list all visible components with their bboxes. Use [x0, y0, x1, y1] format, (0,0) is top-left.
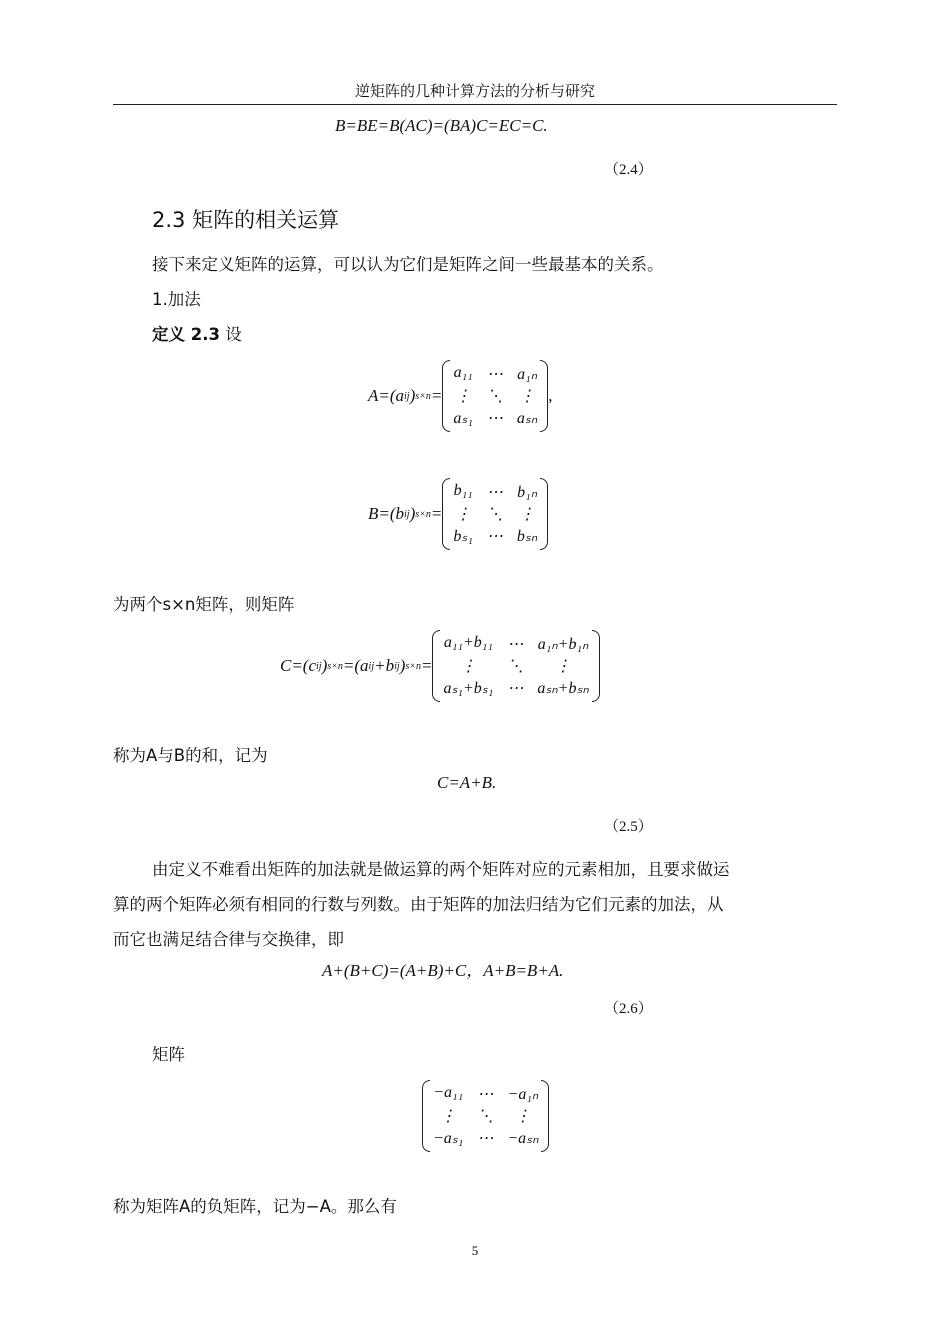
matrix-cell: aₛₙ+bₛₙ [537, 680, 589, 697]
matrix-cell: ⋯ [486, 484, 503, 501]
para-addition-line-3: 而它也满足结合律与交换律，即 [113, 930, 344, 949]
matrix-cell: ⋯ [507, 636, 524, 653]
matrix-cell: ⋮ [455, 506, 472, 523]
matrix-cell: −aₛ₁ [433, 1130, 464, 1147]
matrix-cell: b₁ₙ [517, 484, 538, 501]
matrix-cell: ⋯ [486, 410, 503, 427]
matrix-b-equation: B=(b ij ) s×n = b₁₁ ⋯ b₁ₙ ⋮ ⋱ ⋮ bₛ₁ ⋯ bₛₙ [368, 478, 548, 550]
equation-number-2-5: （2.5） [604, 819, 653, 835]
matrix-cell: ⋱ [507, 658, 524, 675]
definition-2-3 [152, 321, 242, 345]
matrix-c-equation: C=(c ij ) s×n =(a ij +b ij ) s×n = a₁₁+b₁₁ ⋯ a₁ₙ+b₁ₙ ⋮ ⋱ ⋮ aₛ₁+bₛ₁ ⋯ aₛₙ+bₛₙ [280, 630, 600, 702]
equation-2-4: B=BE=B(AC)=(BA)C=EC=C. [335, 116, 548, 135]
matrix-b [442, 478, 548, 550]
matrix-cell: −aₛₙ [507, 1130, 539, 1147]
matrix-cell: bₛ₁ [453, 528, 473, 545]
matrix-cell: ⋱ [486, 506, 503, 523]
section-title: 2.3 矩阵的相关运算 [152, 208, 340, 232]
matrix-cell: a₁ₙ [517, 366, 538, 383]
matrix-cell: aₛ₁+bₛ₁ [443, 680, 494, 697]
text-negative: 称为矩阵A的负矩阵，记为−A。那么有 [113, 1197, 397, 1216]
matrix-cell: bₛₙ [516, 528, 538, 545]
matrix-cell: aₛₙ [516, 410, 538, 427]
text-matrix: 矩阵 [152, 1045, 185, 1064]
matrix-a-equation: A=(a ij ) s×n = a₁₁ ⋯ a₁ₙ ⋮ ⋱ ⋮ aₛ₁ ⋯ aₛₙ , [368, 360, 553, 432]
equation-2-6: A+(B+C)=(A+B)+C，A+B=B+A. [322, 961, 564, 980]
para-addition-line-2: 算的两个矩阵必须有相同的行数与列数。由于矩阵的加法归结为它们元素的加法，从 [113, 895, 724, 914]
header-rule [113, 104, 837, 105]
intro-paragraph: 接下来定义矩阵的运算，可以认为它们是矩阵之间一些最基本的关系。 [152, 255, 664, 274]
matrix-cell: a₁₁ [453, 364, 473, 381]
matrix-cell: b₁₁ [453, 482, 473, 499]
negative-matrix-equation [422, 1080, 549, 1152]
matrix-cell: aₛ₁ [453, 410, 473, 427]
matrix-cell: ⋯ [477, 1130, 494, 1147]
text-sum: 称为A与B的和，记为 [113, 746, 268, 765]
matrix-cell: ⋱ [486, 388, 503, 405]
matrix-cell: ⋮ [555, 658, 572, 675]
matrix-c [432, 630, 599, 702]
matrix-cell: ⋯ [507, 680, 524, 697]
matrix-cell: a₁ₙ+b₁ₙ [537, 636, 589, 653]
matrix-cell: ⋮ [514, 1108, 531, 1125]
matrix-cell: ⋮ [519, 388, 536, 405]
matrix-cell: ⋮ [440, 1108, 457, 1125]
matrix-cell: ⋱ [477, 1108, 494, 1125]
item-addition: 1.加法 [152, 290, 201, 309]
matrix-cell: a₁₁+b₁₁ [443, 634, 493, 651]
equation-number-2-4: （2.4） [604, 162, 653, 178]
matrix-cell: −a₁ₙ [507, 1086, 539, 1103]
matrix-a [442, 360, 548, 432]
equation-2-5: C=A+B. [437, 773, 497, 792]
page-number: 5 [471, 1243, 479, 1258]
text-two-matrices: 为两个s×n矩阵，则矩阵 [113, 595, 295, 614]
equation-number-2-6: （2.6） [604, 1001, 653, 1017]
definition-text: 设 [219, 325, 242, 344]
matrix-cell: ⋮ [460, 658, 477, 675]
matrix-cell: ⋯ [477, 1086, 494, 1103]
para-addition-line-1: 由定义不难看出矩阵的加法就是做运算的两个矩阵对应的元素相加，且要求做运 [152, 860, 730, 879]
matrix-cell: ⋯ [486, 366, 503, 383]
matrix-cell: ⋮ [455, 388, 472, 405]
matrix-cell: ⋮ [519, 506, 536, 523]
definition-label: 定义 2.3 [152, 325, 220, 344]
running-header: 逆矩阵的几种计算方法的分析与研究 [354, 82, 595, 100]
matrix-cell: −a₁₁ [433, 1084, 464, 1101]
matrix-negative [422, 1080, 549, 1152]
matrix-cell: ⋯ [486, 528, 503, 545]
